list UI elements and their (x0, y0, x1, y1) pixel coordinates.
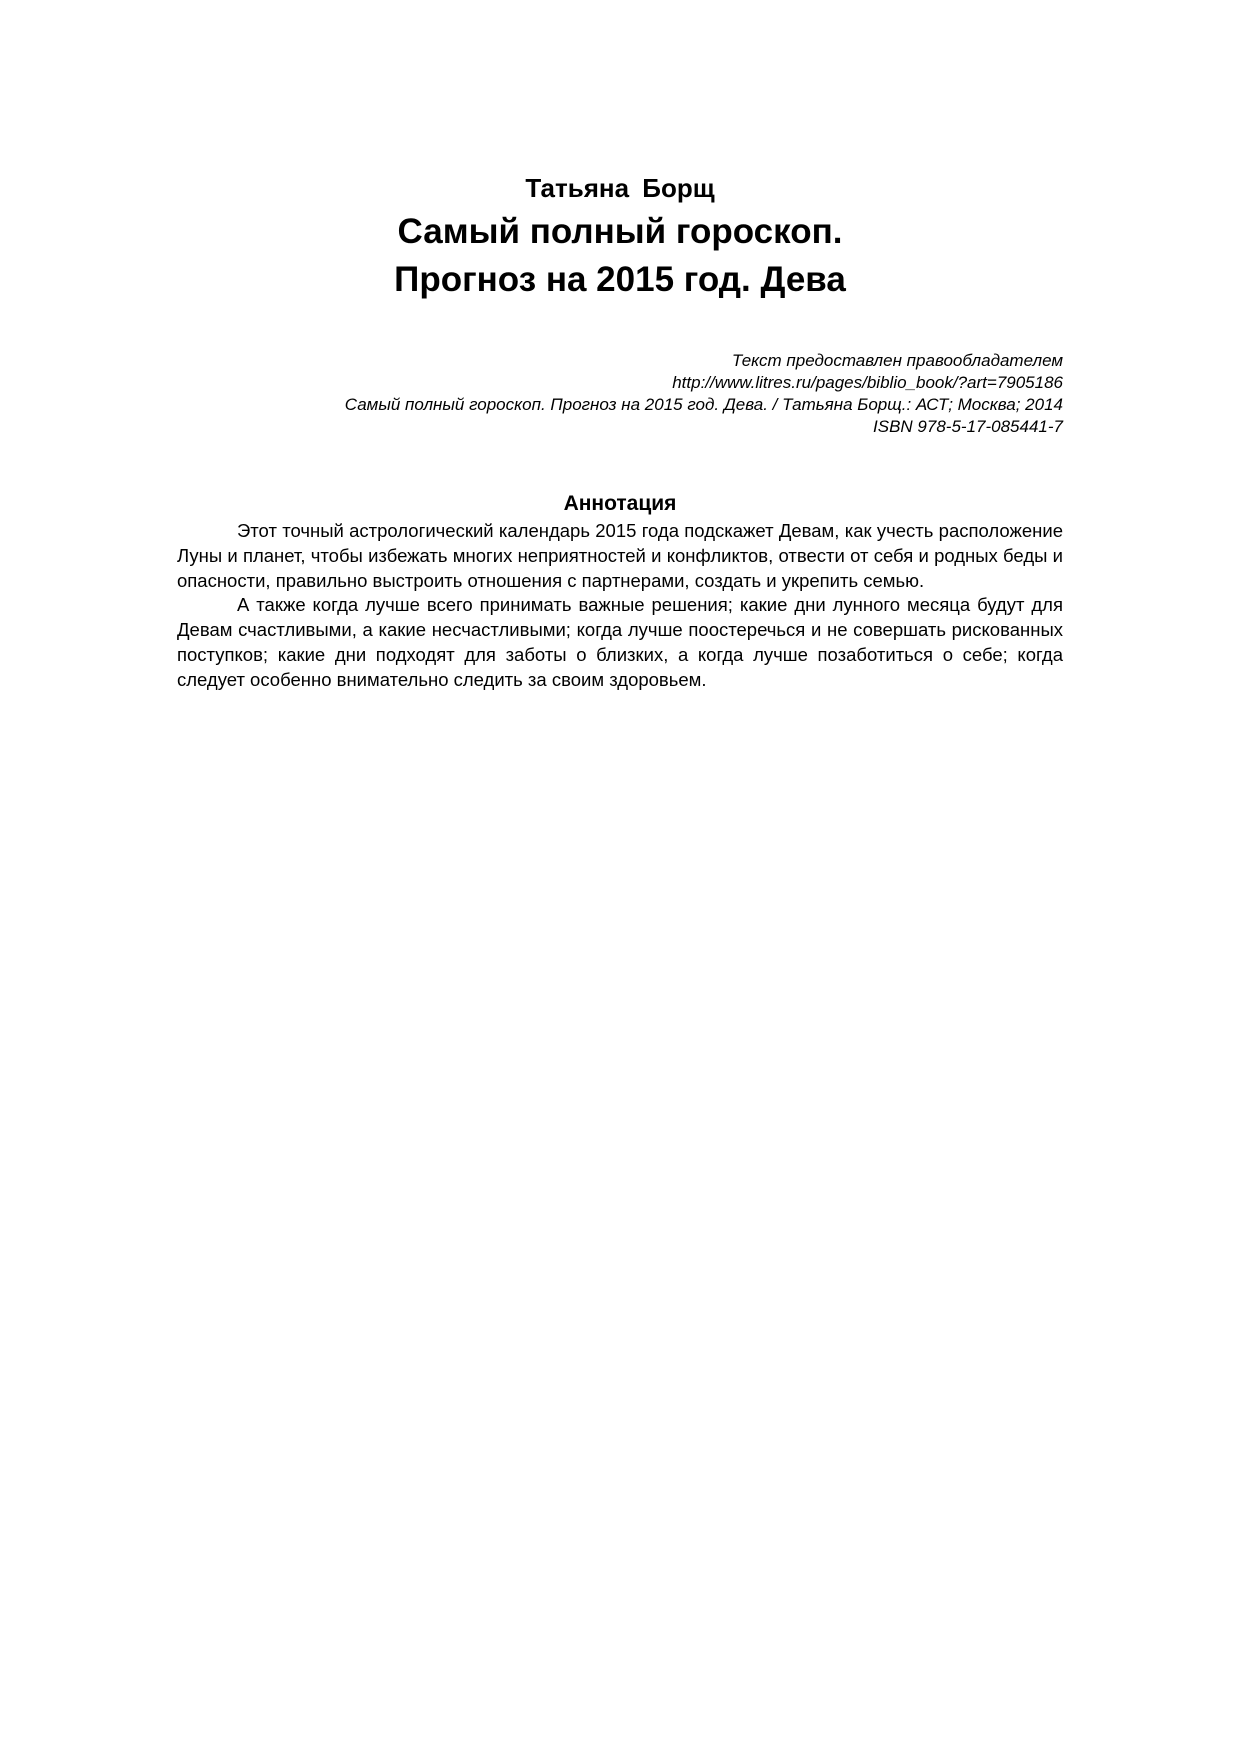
annotation-paragraph-1: Этот точный астрологический календарь 2015 года подскажет Девам, как учесть расположение Луны и планет, чтобы избежать многих неприятностей и конфликтов, отвести от себя и родных беды и опасности, правильно выстроить отношения с партнерами, создать и укрепить семью. (177, 520, 1063, 591)
source-url: http://www.litres.ru/pages/biblio_book/?art=7905186 (672, 373, 1063, 392)
provided-by-text: Текст предоставлен правообладателем (731, 351, 1063, 370)
annotation-heading: Аннотация (563, 492, 677, 515)
isbn-text: ISBN 978-5-17-085441-7 (873, 417, 1063, 436)
book-title-line-1: Самый полный гороскоп. (397, 212, 843, 251)
citation-text: Самый полный гороскоп. Прогноз на 2015 год. Дева. / Татьяна Борщ.: АСТ; Москва; 2014 (344, 395, 1063, 414)
book-title (177, 208, 1063, 304)
author-name: Татьяна Борщ (525, 173, 715, 203)
publication-metadata (177, 350, 1063, 438)
book-title-line-2: Прогноз на 2015 год. Дева (394, 260, 846, 299)
annotation-paragraph-2: А также когда лучше всего принимать важные решения; какие дни лунного месяца будут для Девам счастливыми, а какие несчастливыми; когда лучше поостеречься и не совершать рискованных поступков; какие дни подходят для заботы о близких, а когда лучше позаботиться о себе; когда следует особенно внимательно следить за своим здоровьем. (177, 594, 1063, 690)
annotation-body (177, 519, 1063, 693)
